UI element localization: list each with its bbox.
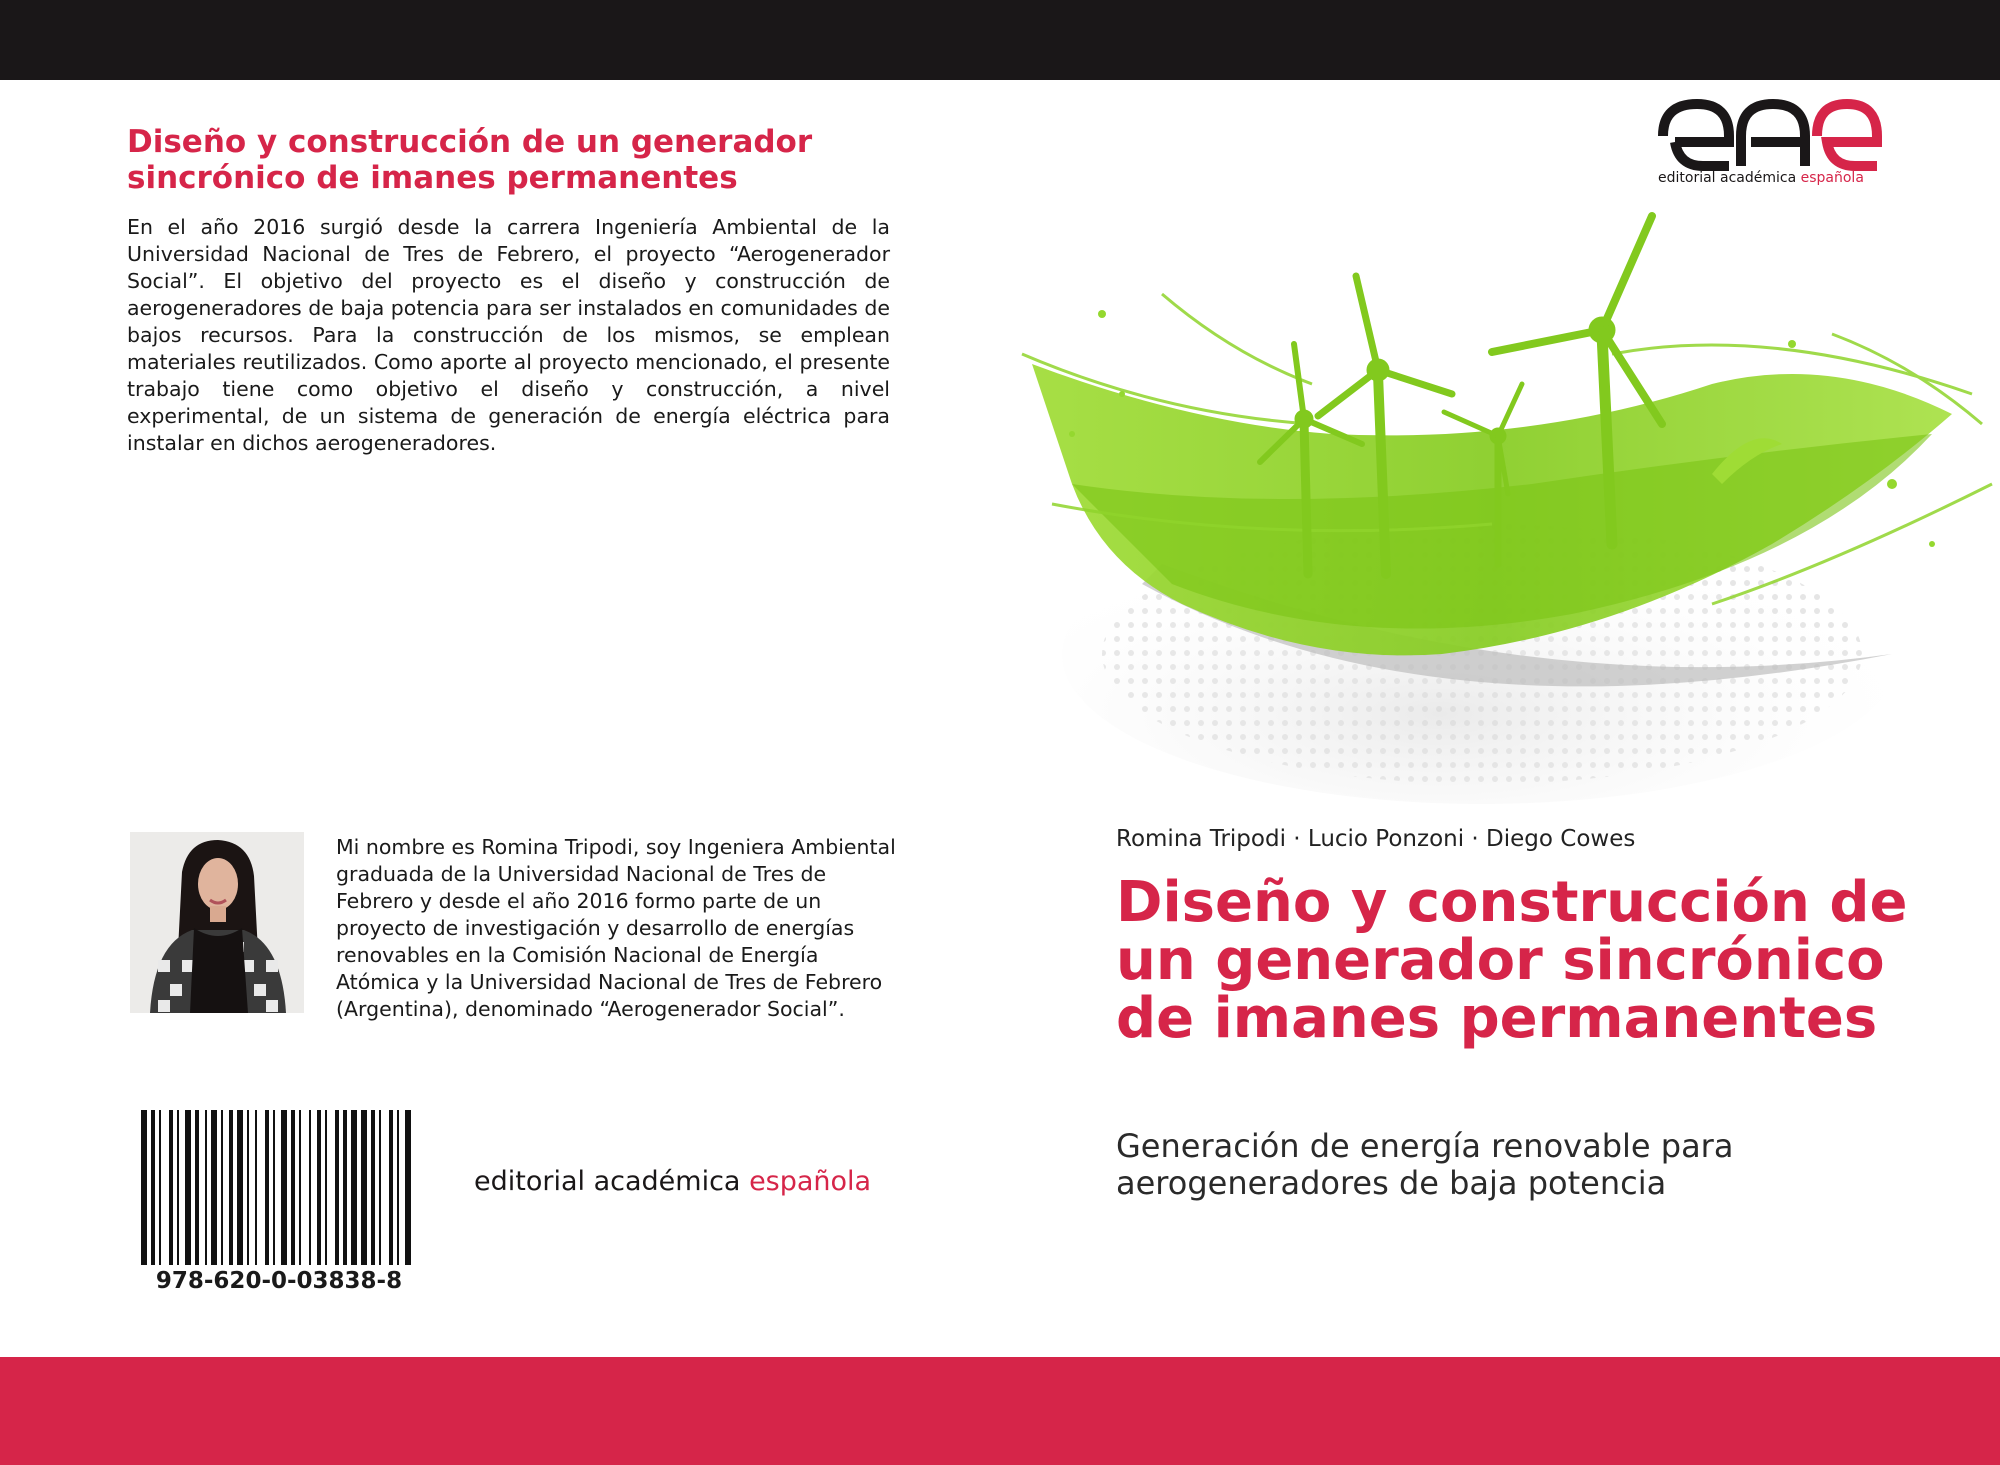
- barcode-bar: [195, 1110, 199, 1265]
- barcode-bar: [177, 1110, 179, 1265]
- barcode-bar: [273, 1110, 275, 1265]
- barcode: [139, 1110, 419, 1265]
- barcode-bar: [397, 1110, 399, 1265]
- barcode-bar: [205, 1110, 207, 1265]
- barcode-bar: [159, 1110, 161, 1265]
- publisher-name: [474, 1166, 914, 1197]
- wind-turbine-illustration: [1012, 184, 2000, 811]
- top-band: [0, 0, 2000, 80]
- barcode-bar: [291, 1110, 295, 1265]
- barcode-bar: [335, 1110, 339, 1265]
- barcode-bar: [351, 1110, 357, 1265]
- barcode-bar: [265, 1110, 269, 1265]
- publisher-name-part2: española: [749, 1166, 872, 1197]
- barcode-bar: [237, 1110, 243, 1265]
- barcode-bar: [379, 1110, 381, 1265]
- authors: Romina Tripodi · Lucio Ponzoni · Diego Cowes: [1116, 826, 1636, 852]
- front-cover-title: Diseño y construcción de un generador sincrónico de imanes permanentes: [1116, 870, 1908, 1051]
- barcode-bar: [247, 1110, 249, 1265]
- barcode-bar: [185, 1110, 191, 1265]
- back-cover-title: Diseño y construcción de un generador sincrónico de imanes permanentes: [127, 124, 813, 196]
- publisher-name-part1: editorial académica: [474, 1166, 741, 1197]
- barcode-bar: [325, 1110, 327, 1265]
- logo-text-part2: española: [1800, 170, 1864, 186]
- isbn-number: 978-620-0-03838-8: [155, 1268, 403, 1294]
- back-cover-blurb: En el año 2016 surgió desde la carrera Ingeniería Ambiental de la Universidad Nacional de Tres de Febrero, el proyecto “Aerogenerador Social”. El objetivo del proyecto es el diseño y construcción de aerogeneradores de baja potencia para ser instalados en comunidades de bajos recursos. Para la construcción de los mismos, se emplean materiales reutilizados. Como aporte al proyecto mencionado, el presente trabajo tiene como objetivo el diseño y construcción, a nivel experimental, de un sistema de generación de energía eléctrica para instalar en dichos aerogeneradores.: [127, 215, 890, 455]
- bottom-band: [0, 1357, 2000, 1465]
- author-bio: Mi nombre es Romina Tripodi, soy Ingeniera Ambiental graduada de la Universidad Nacional de Tres de Febrero y desde el año 2016 formo parte de un proyecto de investigación y desarrollo de energías renovables en la Comisión Nacional de Energía Atómica y la Universidad Nacional de Tres de Febrero (Argentina), denominado “Aerogenerador Social”.: [336, 835, 896, 1021]
- logo-text-part1: editorial académica: [1658, 170, 1797, 186]
- author-photo: [130, 832, 304, 1013]
- barcode-bar: [141, 1110, 147, 1265]
- barcode-bar: [299, 1110, 301, 1265]
- barcode-bar: [255, 1110, 257, 1265]
- barcode-bar: [309, 1110, 311, 1265]
- barcode-bar: [405, 1110, 411, 1265]
- barcode-bar: [281, 1110, 287, 1265]
- barcode-bar: [229, 1110, 233, 1265]
- barcode-bar: [361, 1110, 367, 1265]
- barcode-bar: [389, 1110, 393, 1265]
- barcode-bar: [169, 1110, 173, 1265]
- barcode-bar: [221, 1110, 223, 1265]
- barcode-bar: [151, 1110, 155, 1265]
- barcode-bar: [317, 1110, 321, 1265]
- barcode-bar: [343, 1110, 347, 1265]
- barcode-bar: [211, 1110, 217, 1265]
- barcode-bar: [371, 1110, 375, 1265]
- front-cover-subtitle: Generación de energía renovable para aerogeneradores de baja potencia: [1116, 1127, 1734, 1202]
